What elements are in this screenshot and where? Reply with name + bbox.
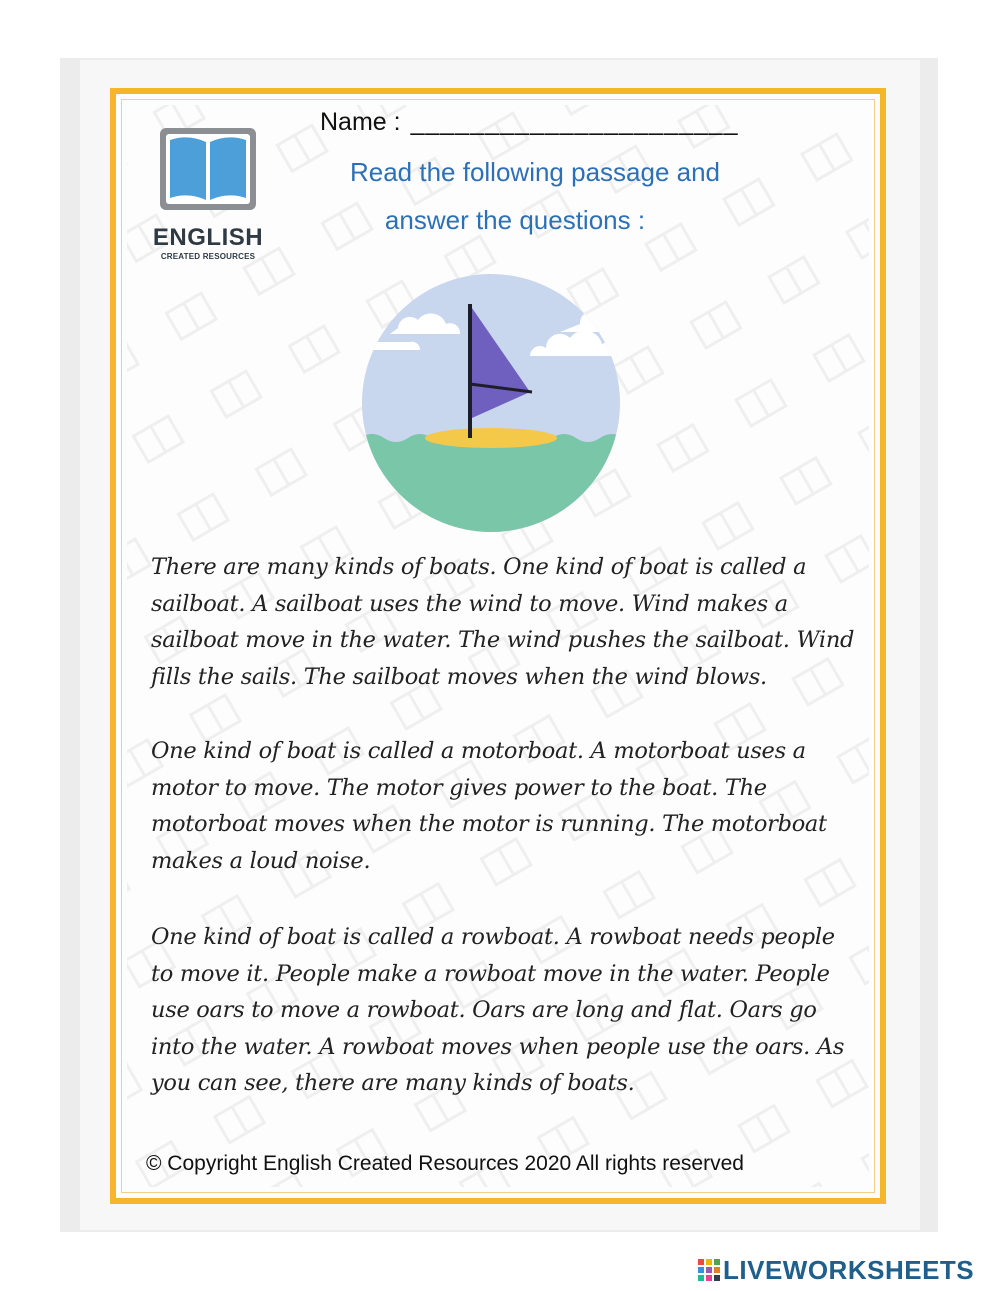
instruction-line-2: answer the questions : <box>384 205 646 235</box>
liveworksheets-logo-icon <box>698 1259 720 1281</box>
passage-paragraph-2: One kind of boat is called a motorboat. A motorboat uses a motor to move. The motor gives power to the boat. The motorboat moves when the motor is running. The motorboat makes a loud noise. <box>151 738 827 874</box>
name-field[interactable] <box>320 108 738 137</box>
copyright-notice: © Copyright English Created Resources 2020 All rights reserved <box>146 1152 744 1175</box>
name-label: Name : <box>320 108 401 136</box>
liveworksheets-brand[interactable] <box>698 1255 974 1285</box>
logo-title: ENGLISH <box>152 224 264 251</box>
sailboat-illustration <box>360 272 622 534</box>
passage-paragraph-3: One kind of boat is called a rowboat. A rowboat needs people to move it. People make a rowboat move in the water. People use oars to move a rowboat. Oars are long and flat. Oars go into the water. A rowboat moves when people use the oars. As you can see, there are many kinds of boats. <box>151 924 845 1096</box>
logo-subtitle: CREATED RESOURCES <box>160 252 256 261</box>
passage-paragraph-1: There are many kinds of boats. One kind of boat is called a sailboat. A sailboat uses the wind to move. Wind makes a sailboat move in the water. The wind pushes the sailboat. Wind fills the sails. The sailboat moves when the wind blows. <box>151 554 855 690</box>
brand-name: LIVEWORKSHEETS <box>723 1254 975 1285</box>
instruction-line-1: Read the following passage and <box>349 157 721 187</box>
name-blank[interactable]: ______________________ <box>410 108 739 136</box>
